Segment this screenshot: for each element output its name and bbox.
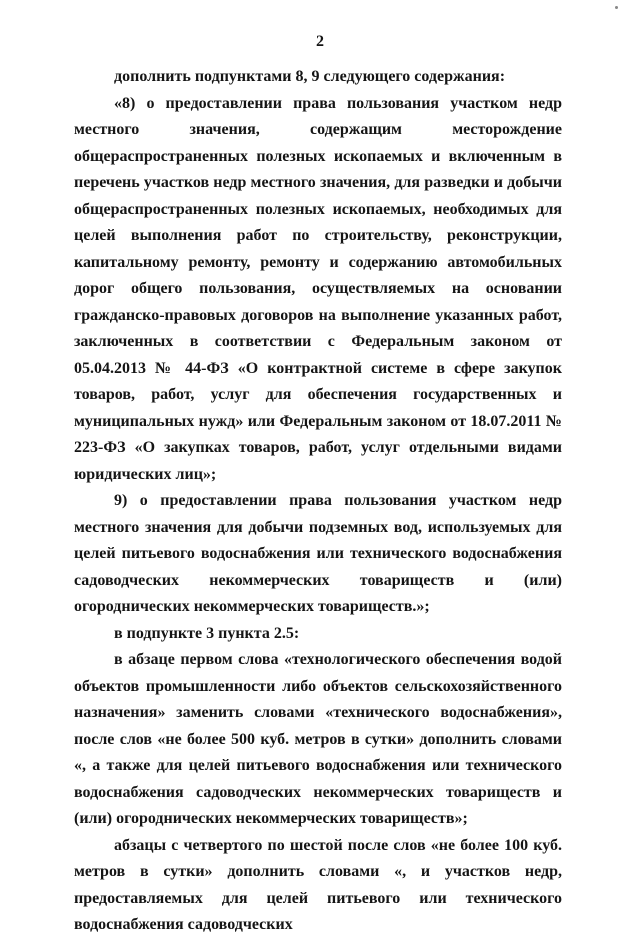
paragraph-fourth-sixth-abzac: абзацы с четвертого по шестой после слов «не более 100 куб. метров в сутки» дополнить словами «, и участков недр, предоставляемых для целей питьевого или технического водоснабжения садоводческих <box>74 836 562 933</box>
paragraph-subpoint-8: «8) о предоставлении права пользования участком недр местного значения, содержащим месторождение общераспространенных полезных ископаемых и включенным в перечень участков недр местного значения, для разведки и добычи общераспространенных полезных ископаемых, необходимых для целей выполнения работ по строительству, реконструкции, капитальному ремонту, ремонту и содержанию автомобильных дорог общего пользования, осуществляемых на основании гражданско-правовых договоров на выполнение указанных работ, заключенных в соответствии с Федеральным законом от 05.04.2013 № 44-ФЗ «О контрактной системе в сфере закупок товаров, работ, услуг для обеспечения государственных и муниципальных нужд» или Федеральным законом от 18.07.2011 № 223-ФЗ «О закупках товаров, работ, услуг отдельными видами юридических лиц»; <box>74 94 562 483</box>
paragraph-subpoint-9: 9) о предоставлении права пользования участком недр местного значения для добычи подземных вод, используемых для целей питьевого водоснабжения или технического водоснабжения садоводческих некоммерческих товариществ и (или) огороднических некоммерческих товариществ.»; <box>74 492 562 615</box>
scan-speck <box>615 6 618 9</box>
paragraph-intro: дополнить подпунктами 8, 9 следующего содержания: <box>114 68 506 85</box>
paragraph-subclause-heading: в подпункте 3 пункта 2.5: <box>114 624 300 642</box>
page-number: 2 <box>316 33 324 50</box>
paragraph-first-abzac: в абзаце первом слова «технологического обеспечения водой объектов промышленности либо объектов сельскохозяйственного назначения» заменить словами «технического водоснабжения», после слов «не более 500 куб. метров в сутки» дополнить словами «, а также для целей питьевого водоснабжения или технического водоснабжения садоводческих некоммерческих товариществ и (или) огороднических некоммерческих товариществ»; <box>74 651 562 827</box>
document-body <box>74 64 562 939</box>
